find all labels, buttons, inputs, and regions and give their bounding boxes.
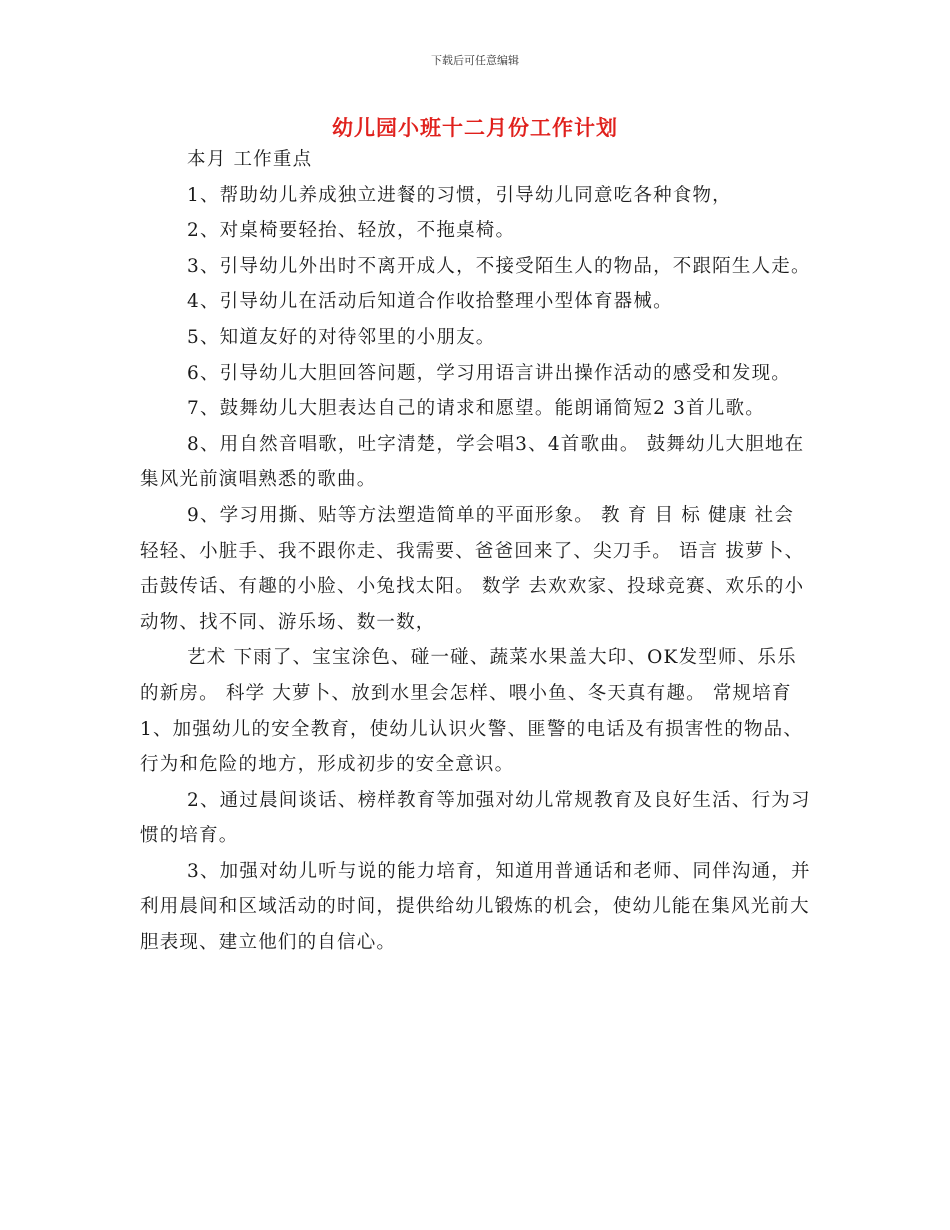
paragraph: 7、鼓舞幼儿大胆表达自己的请求和愿望。能朗诵简短2 3首儿歌。	[187, 398, 765, 420]
paragraph: 9、学习用撕、贴等方法塑造简单的平面形象。 教 育 目 标 健康 社会 轻轻、小脏手、我不跟你走、我需要、爸爸回来了、尖刀手。 语言 拔萝卜、击鼓传话、有趣的小脸、小兔找太阳。 数学 去欢欢家、投球竞赛、欢乐的小动物、找不同、游乐场、数一数，	[140, 504, 805, 633]
paragraph: 2、通过晨间谈话、榜样教育等加强对幼儿常规教育及良好生活、行为习惯的培育。	[140, 789, 811, 847]
paragraph: 3、引导幼儿外出时不离开成人，不接受陌生人的物品，不跟陌生人走。	[187, 255, 811, 277]
section-heading: 本月 工作重点	[187, 149, 313, 170]
document-title: 幼儿园小班十二月份工作计划	[332, 116, 618, 140]
paragraph: 2、对桌椅要轻抬、轻放，不拖桌椅。	[187, 220, 516, 242]
document-body	[140, 142, 815, 961]
paragraph: 5、知道友好的对待邻里的小朋友。	[187, 326, 496, 348]
paragraph: 艺术 下雨了、宝宝涂色、碰一碰、蔬菜水果盖大印、OK发型师、乐乐的新房。 科学 大萝卜、放到水里会怎样、喂小鱼、冬天真有趣。 常规培育 1、加强幼儿的安全教育，使幼儿认识火警、匪警的电话及有损害性的物品、行为和危险的地方，形成初步的安全意识。	[140, 647, 804, 776]
paragraph: 1、帮助幼儿养成独立进餐的习惯，引导幼儿同意吃各种食物，	[187, 184, 732, 206]
paragraph: 8、用自然音唱歌，吐字清楚，学会唱3、4首歌曲。 鼓舞幼儿大胆地在集风光前演唱熟悉的歌曲。	[140, 433, 805, 491]
paragraph: 3、加强对幼儿听与说的能力培育，知道用普通话和老师、同伴沟通，并利用晨间和区域活动的时间，提供给幼儿锻炼的机会，使幼儿能在集风光前大胆表现、建立他们的自信心。	[140, 860, 811, 954]
paragraph: 4、引导幼儿在活动后知道合作收拾整理小型体育器械。	[187, 291, 673, 313]
page-header-note: 下载后可任意编辑	[431, 54, 519, 67]
paragraph: 6、引导幼儿大胆回答问题，学习用语言讲出操作活动的感受和发现。	[187, 362, 791, 384]
